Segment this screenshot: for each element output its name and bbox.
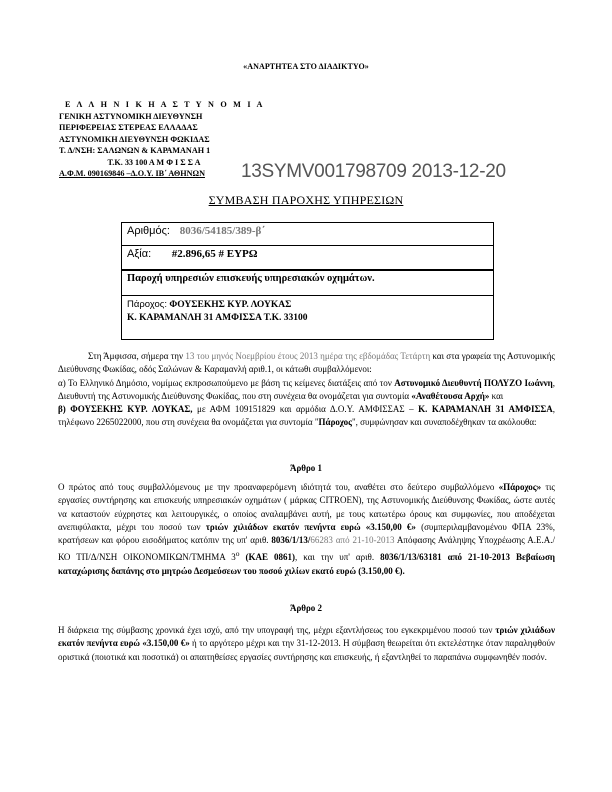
diavgeia-stamp: 13SYMV001798709 2013-12-20 [241,161,506,182]
party-b-tax: με ΑΦΜ 109151829 και αρμόδια Δ.Ο.Υ. ΑΜΦΙΣΣΑΣ – [192,404,419,415]
header-line-general-directorate: ΓΕΝΙΚΗ ΑΣΤΥΝΟΜΙΚΗ ΔΙΕΥΘΥΝΣΗ [59,111,203,121]
contract-summary-box [121,222,494,340]
article-1-heading: Άρθρο 1 [289,463,323,473]
intro-date: 13 του μηνός Νοεμβρίου έτους 2013 ημέρα της εβδομάδας Τετάρτη [185,351,431,361]
contract-value-amount: #2.896,65 # ΕΥΡΩ [171,248,258,260]
party-a-representative: Αστυνομικό Διευθυντή ΠΟΛΥΖΟ Ιωάννη [394,377,553,388]
intro-sentence [58,350,555,377]
article-1-part: τις εργασίες συντήρησης και επισκευής υπηρεσιακών οχημάτων ( μάρκας CITROEN), της Αστυνομικής Διεύθυνσης Φωκίδας, ώστε αυτές να καταστούν εύχρηστες και λειτουργικές, ο οποίος αναλαμβάνει αυτή, με τους κατωτέρω όρους και συμφωνίες, που αποδέχεται ανεπιφύλακτα, μέχρι του ποσού των [58,482,556,532]
article-2-amount: τριών χιλιάδων εκατόν πενήντα ευρώ «3.150,00 €» [58,625,555,649]
contract-number-label: Αριθμός: [127,225,170,237]
party-a [58,377,555,404]
contract-value-label: Αξία: [127,248,152,260]
provider-label: Πάροχος: [127,299,168,310]
article-1-kae-code: (ΚΑΕ 0861) [239,552,296,563]
header-line-region: ΠΕΡΙΦΕΡΕΙΑΣ ΣΤΕΡΕΑΣ ΕΛΛΑΔΑΣ [59,123,198,132]
party-a-alias: «Αναθέτουσα Αρχή» [411,390,490,401]
contract-number-value: 8036/54185/389-β΄ [179,225,265,237]
party-b-alias: Πάροχος [318,417,352,428]
article-2-text [58,624,555,664]
header-line-police: Ε Λ Λ Η Ν Ι Κ Η Α Σ Τ Υ Ν Ο Μ Ι Α [65,100,265,109]
article-1-decision-date: 66283 από 21-10-2013 [310,535,395,546]
article-2-heading: Άρθρο 2 [289,603,323,613]
provider-name: ΦΟΥΣΕΚΗΣ ΚΥΡ. ΛΟΥΚΑΣ [169,300,292,310]
article-1-part: Ο πρώτος από τους συμβαλλόμενους με την προαναφερόμενη ιδιότητά του, αναθέτει στο δεύτερο συμβαλλόμενο [58,482,499,492]
party-a-text-rest: , Διευθυντή της Αστυνομικής Διεύθυνσης Φωκίδας, που στη συνέχεια θα ονομάζεται για συντομία [58,377,555,401]
intro-text-rest: και στα γραφεία της Αστυνομικής Διεύθυνσης Φωκίδας, οδός Σαλώνων & Καραμανλή αριθ.1, οι κάτωθι συμβαλλόμενοι: [58,351,555,375]
party-b-name: β) ΦΟΥΣΕΚΗΣ ΚΥΡ. ΛΟΥΚΑΣ, [58,404,193,415]
party-b-address: Κ. ΚΑΡΑΜΑΝΛΗ 31 ΑΜΦΙΣΣΑ [418,404,553,415]
article-1-part: Απόφασης Ανάληψης Υποχρέωσης Α.Ε.Α./ΚΟ ΤΠ/Δ/ΝΣΗ ΟΙΚΟΝΟΜΙΚΩΝ/ΤΜΗΜΑ 3 [58,535,555,563]
article-1-part: (συμπεριλαμβανομένου ΦΠΑ 23%, κρατήσεων και φόρου εισοδήματος κατόπιν της υπ' αριθ. [58,521,556,546]
party-b-end: ", συμφώνησαν και συναποδέχθηκαν τα ακόλουθα: [351,417,537,428]
issuer-header [59,99,265,180]
article-1-text [58,481,555,578]
party-a-text: α) Το Ελληνικό Δημόσιο, νομίμως εκπροσωπούμενο με βάση τις κείμενες διατάξεις από τον [58,377,395,388]
article-1-superscript: ο [235,549,240,559]
article-1-amount: τριών χιλιάδων εκατόν πενήντα ευρώ «3.150,00 €» [205,521,416,532]
contract-subject-row: Παροχή υπηρεσιών επισκευής υπηρεσιακών οχημάτων. [122,271,493,296]
party-a-end: και [489,390,504,401]
contract-value-row [122,246,493,271]
provider-row [122,296,493,339]
header-line-postcode: Τ.Κ. 33 100 Α Μ Φ Ι Σ Σ Α [107,157,201,167]
article-1-commitment: 8036/1/13/63181 από 21-10-2013 Βεβαίωση καταχώρισης δαπάνης στο μητρώο Δεσμεύσεων του ποσού χιλίων εκατό ευρώ (3.150,00 €). [58,552,556,576]
document-title: ΣΥΜΒΑΣΗ ΠΑΡΟΧΗΣ ΥΠΗΡΕΣΙΩΝ [208,193,404,207]
provider-address: Κ. ΚΑΡΑΜΑΝΛΗ 31 ΑΜΦΙΣΣΑ Τ.Κ. 33100 [127,313,308,323]
article-2-part: Η διάρκεια της σύμβασης χρονικά έχει ισχύ, από την υπογραφή της, μέχρι εξαντλήσεως του εγκεκριμένου ποσού των [58,625,496,635]
intro-paragraph [58,350,555,430]
article-2-part: ή το αργότερο μέχρι και την 31-12-2013. Η σύμβαση θεωρείται ότι εκτελέστηκε όταν παραληφθούν οριστικά (ποιοτικά και ποσοτικά) οι απαιτηθείσες εργασίες συντήρησης και επισκευής, ή εξαντληθεί το παραπάνω συμφωνηθέν ποσόν. [58,638,555,662]
header-line-tax-id: Α.Φ.Μ. 090169846 –Δ.Ο.Υ. ΙΒ΄ ΑΘΗΝΩΝ [59,169,205,178]
article-1-decision-number: 8036/1/13/ [271,535,311,546]
article-1-provider-alias: «Πάροχος» [498,482,542,492]
party-b [58,403,555,430]
header-line-directorate: ΑΣΤΥΝΟΜΙΚΗ ΔΙΕΥΘΥΝΣΗ ΦΩΚΙΔΑΣ [59,134,210,144]
article-1-part: , και την υπ' αριθ. [295,552,381,563]
party-b-text: , τηλέφωνο 2265022000, που στη συνέχεια θα ονομάζεται για συντομία " [58,404,555,428]
header-line-address: Τ. Δ/ΝΣΗ: ΣΑΛΩΝΩΝ & ΚΑΡΑΜΑΝΑΗ 1 [59,146,211,155]
contract-number-row [122,223,493,246]
intro-text: Στη Άμφισσα, σήμερα την [88,351,186,361]
publication-notice: «ΑΝΑΡΤΗΤΕΑ ΣΤΟ ΔΙΑΔΙΚΤΥΟ» [243,62,369,71]
